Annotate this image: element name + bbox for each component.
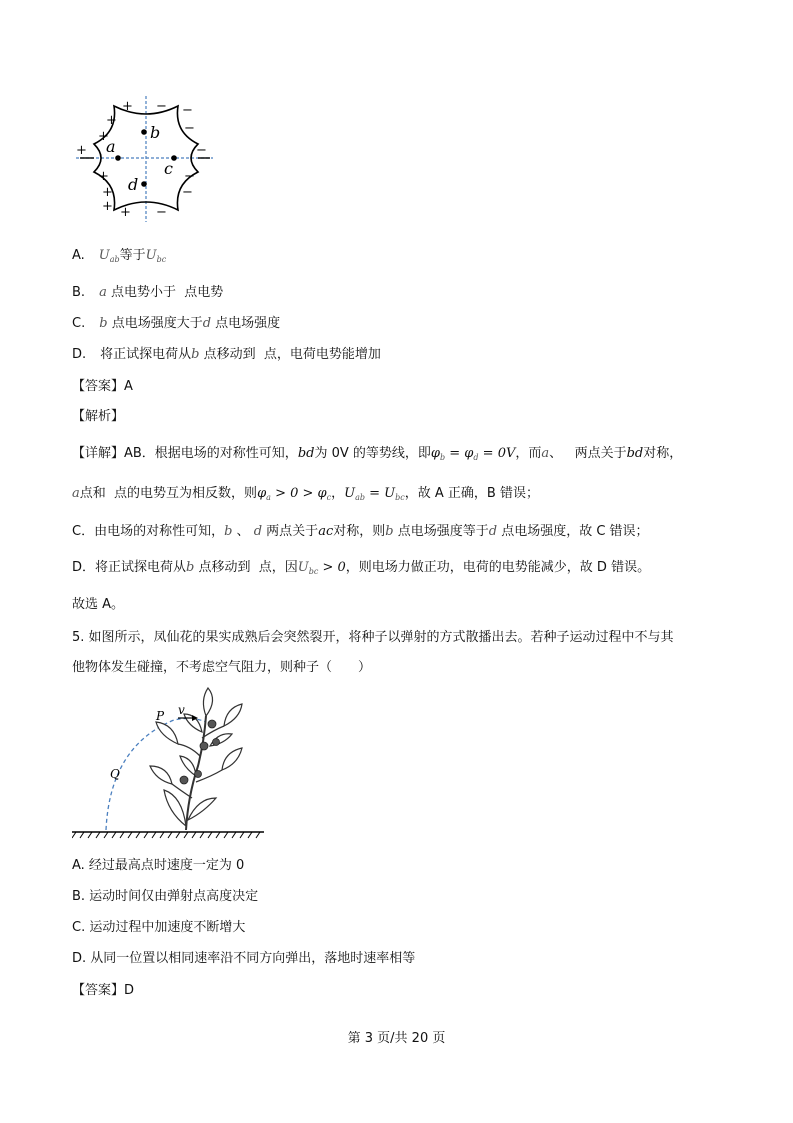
minus-sign: − [184,169,195,184]
q4-analysis-label: 【解析】 [72,409,125,424]
plus-sign: + [102,199,113,214]
point-b [141,129,147,135]
label-b: b [150,123,161,142]
q5-stem-line-1: 5. 如图所示，凤仙花的果实成熟后会突然裂开，将种子以弹射的方式散播出去。若种子运动过程中不与其 [72,630,674,645]
label-P: P [156,709,165,723]
detail-line-3: C．由电场的对称性可知，b 、 d 两点关于ac对称，则b 点电场强度等于d 点电场强度，故 C 错误； [72,524,649,539]
q5-option-c: C. 运动过程中加速度不断增大 [72,920,246,935]
plus-sign: + [106,113,117,128]
label-c: c [164,159,173,178]
q4-answer: 【答案】A [72,379,133,394]
q4-option-b: B. a 点电势小于 点电势 [72,285,224,300]
minus-sign: − [182,185,193,200]
plant-trajectory-figure [72,686,268,844]
plus-sign: + [76,143,87,158]
q4-option-c: C. b 点电场强度大于d 点电场强度 [72,316,281,331]
page-footer: 第 3 页/共 20 页 [347,1031,446,1046]
detail-line-1: 【详解】AB．根据电场的对称性可知，bd为 0V 的等势线，即$\varphi_b = \varphi_d = 0V$，而a、 两点关于bd对称， [72,446,683,462]
q5-stem-line-2: 他物体发生碰撞，不考虑空气阻力，则种子（ ） [72,660,372,675]
q5-answer: 【答案】D [72,983,135,998]
minus-sign: − [156,205,167,220]
detail-line-5: 故选 A。 [72,597,125,612]
plus-sign: + [98,169,109,184]
point-d [141,181,147,187]
plus-sign: + [122,99,133,114]
minus-sign: − [156,99,167,114]
ground-hatching [72,832,260,838]
q5-option-d: D. 从同一位置以相同速率沿不同方向弹出，落地时速率相等 [72,951,416,966]
point-a [115,155,121,161]
q5-option-a: A. 经过最高点时速度一定为 0 [72,858,245,873]
detail-line-2: a点和 点的电势互为相反数，则$\varphi_a > 0 > \varphi_c$，$U_{ab} = U_{bc}$，故 A 正确，B 错误； [72,486,539,502]
label-d: d [128,175,139,194]
label-v: v [178,703,185,717]
q4-option-d: D. 将正试探电荷从b 点移动到 点，电荷电势能增加 [72,347,381,362]
plus-sign: + [98,129,109,144]
plus-sign: + [120,205,131,220]
minus-sign: − [196,143,207,158]
plus-sign: + [102,185,113,200]
minus-sign: − [184,121,195,136]
q5-option-b: B. 运动时间仅由弹射点高度决定 [72,889,259,904]
detail-line-4: D．将正试探电荷从b 点移动到 点，因$U_{bc} > 0$，则电场力做正功，电荷的电势能减少，故 D 错误。 [72,560,651,576]
minus-sign: − [182,103,193,118]
label-Q: Q [110,767,120,781]
label-a: a [106,137,116,156]
field-diagram [72,92,217,224]
q4-option-a: A. $U_{ab}$等于$U_{bc}$ [72,248,167,264]
